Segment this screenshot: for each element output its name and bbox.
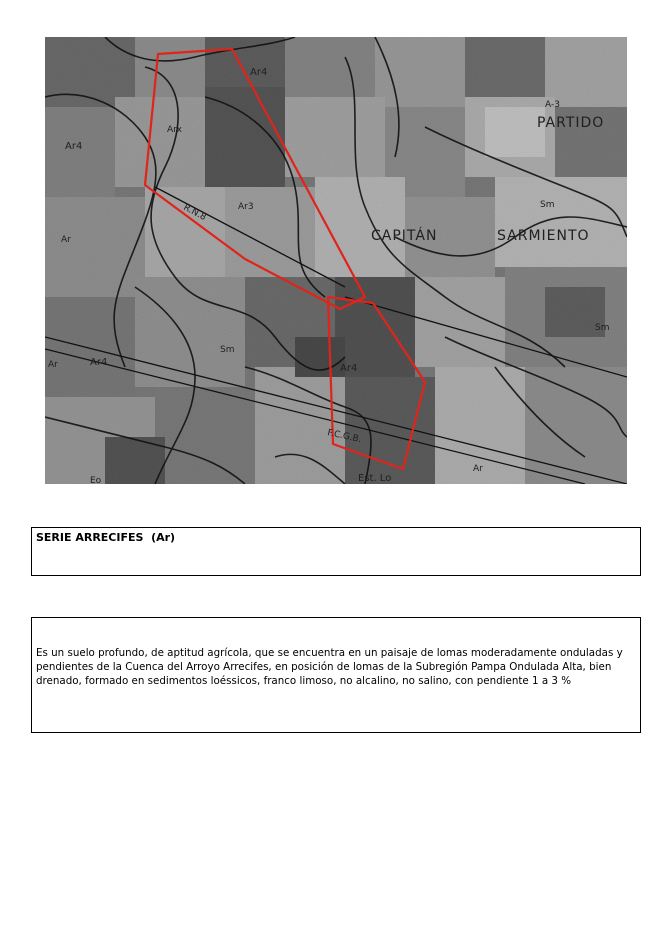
photo-grain (45, 37, 627, 484)
map-label-fcgb: F.C.G.B. (326, 428, 363, 446)
serie-title-box (31, 527, 641, 576)
map-label-sm-right-b: Sm (595, 323, 610, 333)
map-label-est: Est. Lo (358, 473, 392, 484)
map-label-ar-left-b: Ar (48, 360, 58, 370)
aerial-soil-map (45, 37, 627, 484)
map-label-ar4-mid-left: Ar4 (90, 357, 108, 368)
map-label-ar4-left: Ar4 (65, 141, 83, 152)
serie-title: SERIE ARRECIFES (Ar) (36, 531, 176, 544)
map-label-ar4-top: Ar4 (250, 67, 268, 78)
map-label-sm-center: Sm (220, 345, 235, 355)
map-label-arx: Arx (167, 125, 182, 135)
map-label-sarmiento: SARMIENTO (497, 228, 590, 244)
map-label-capitan: CAPITÁN (371, 228, 438, 244)
map-label-partido: PARTIDO (537, 115, 605, 131)
map-label-ar-bottom-right: Ar (473, 464, 483, 474)
map-label-ar3: Ar3 (238, 202, 254, 212)
map-label-a3: A-3 (545, 100, 560, 110)
map-label-ar4-bottom: Ar4 (340, 363, 358, 374)
map-label-ar-left-a: Ar (61, 235, 71, 245)
map-label-rn8: R.N.8 (181, 202, 208, 223)
soil-description-text: Es un suelo profundo, de aptitud agrícola, que se encuentra en un paisaje de lomas moderadamente onduladas y pendientes de la Cuenca del Arroyo Arrecifes, en posición de lomas de la Subregión Pampa Ondulada Alta, bien drenado, formado en sedimentos loéssicos, franco limoso, no alcalino, no salino, con pendiente 1 a 3 % (36, 647, 623, 687)
map-label-eo: Eo (90, 476, 102, 484)
map-label-sm-right-a: Sm (540, 200, 555, 210)
soil-description-box (31, 617, 641, 733)
